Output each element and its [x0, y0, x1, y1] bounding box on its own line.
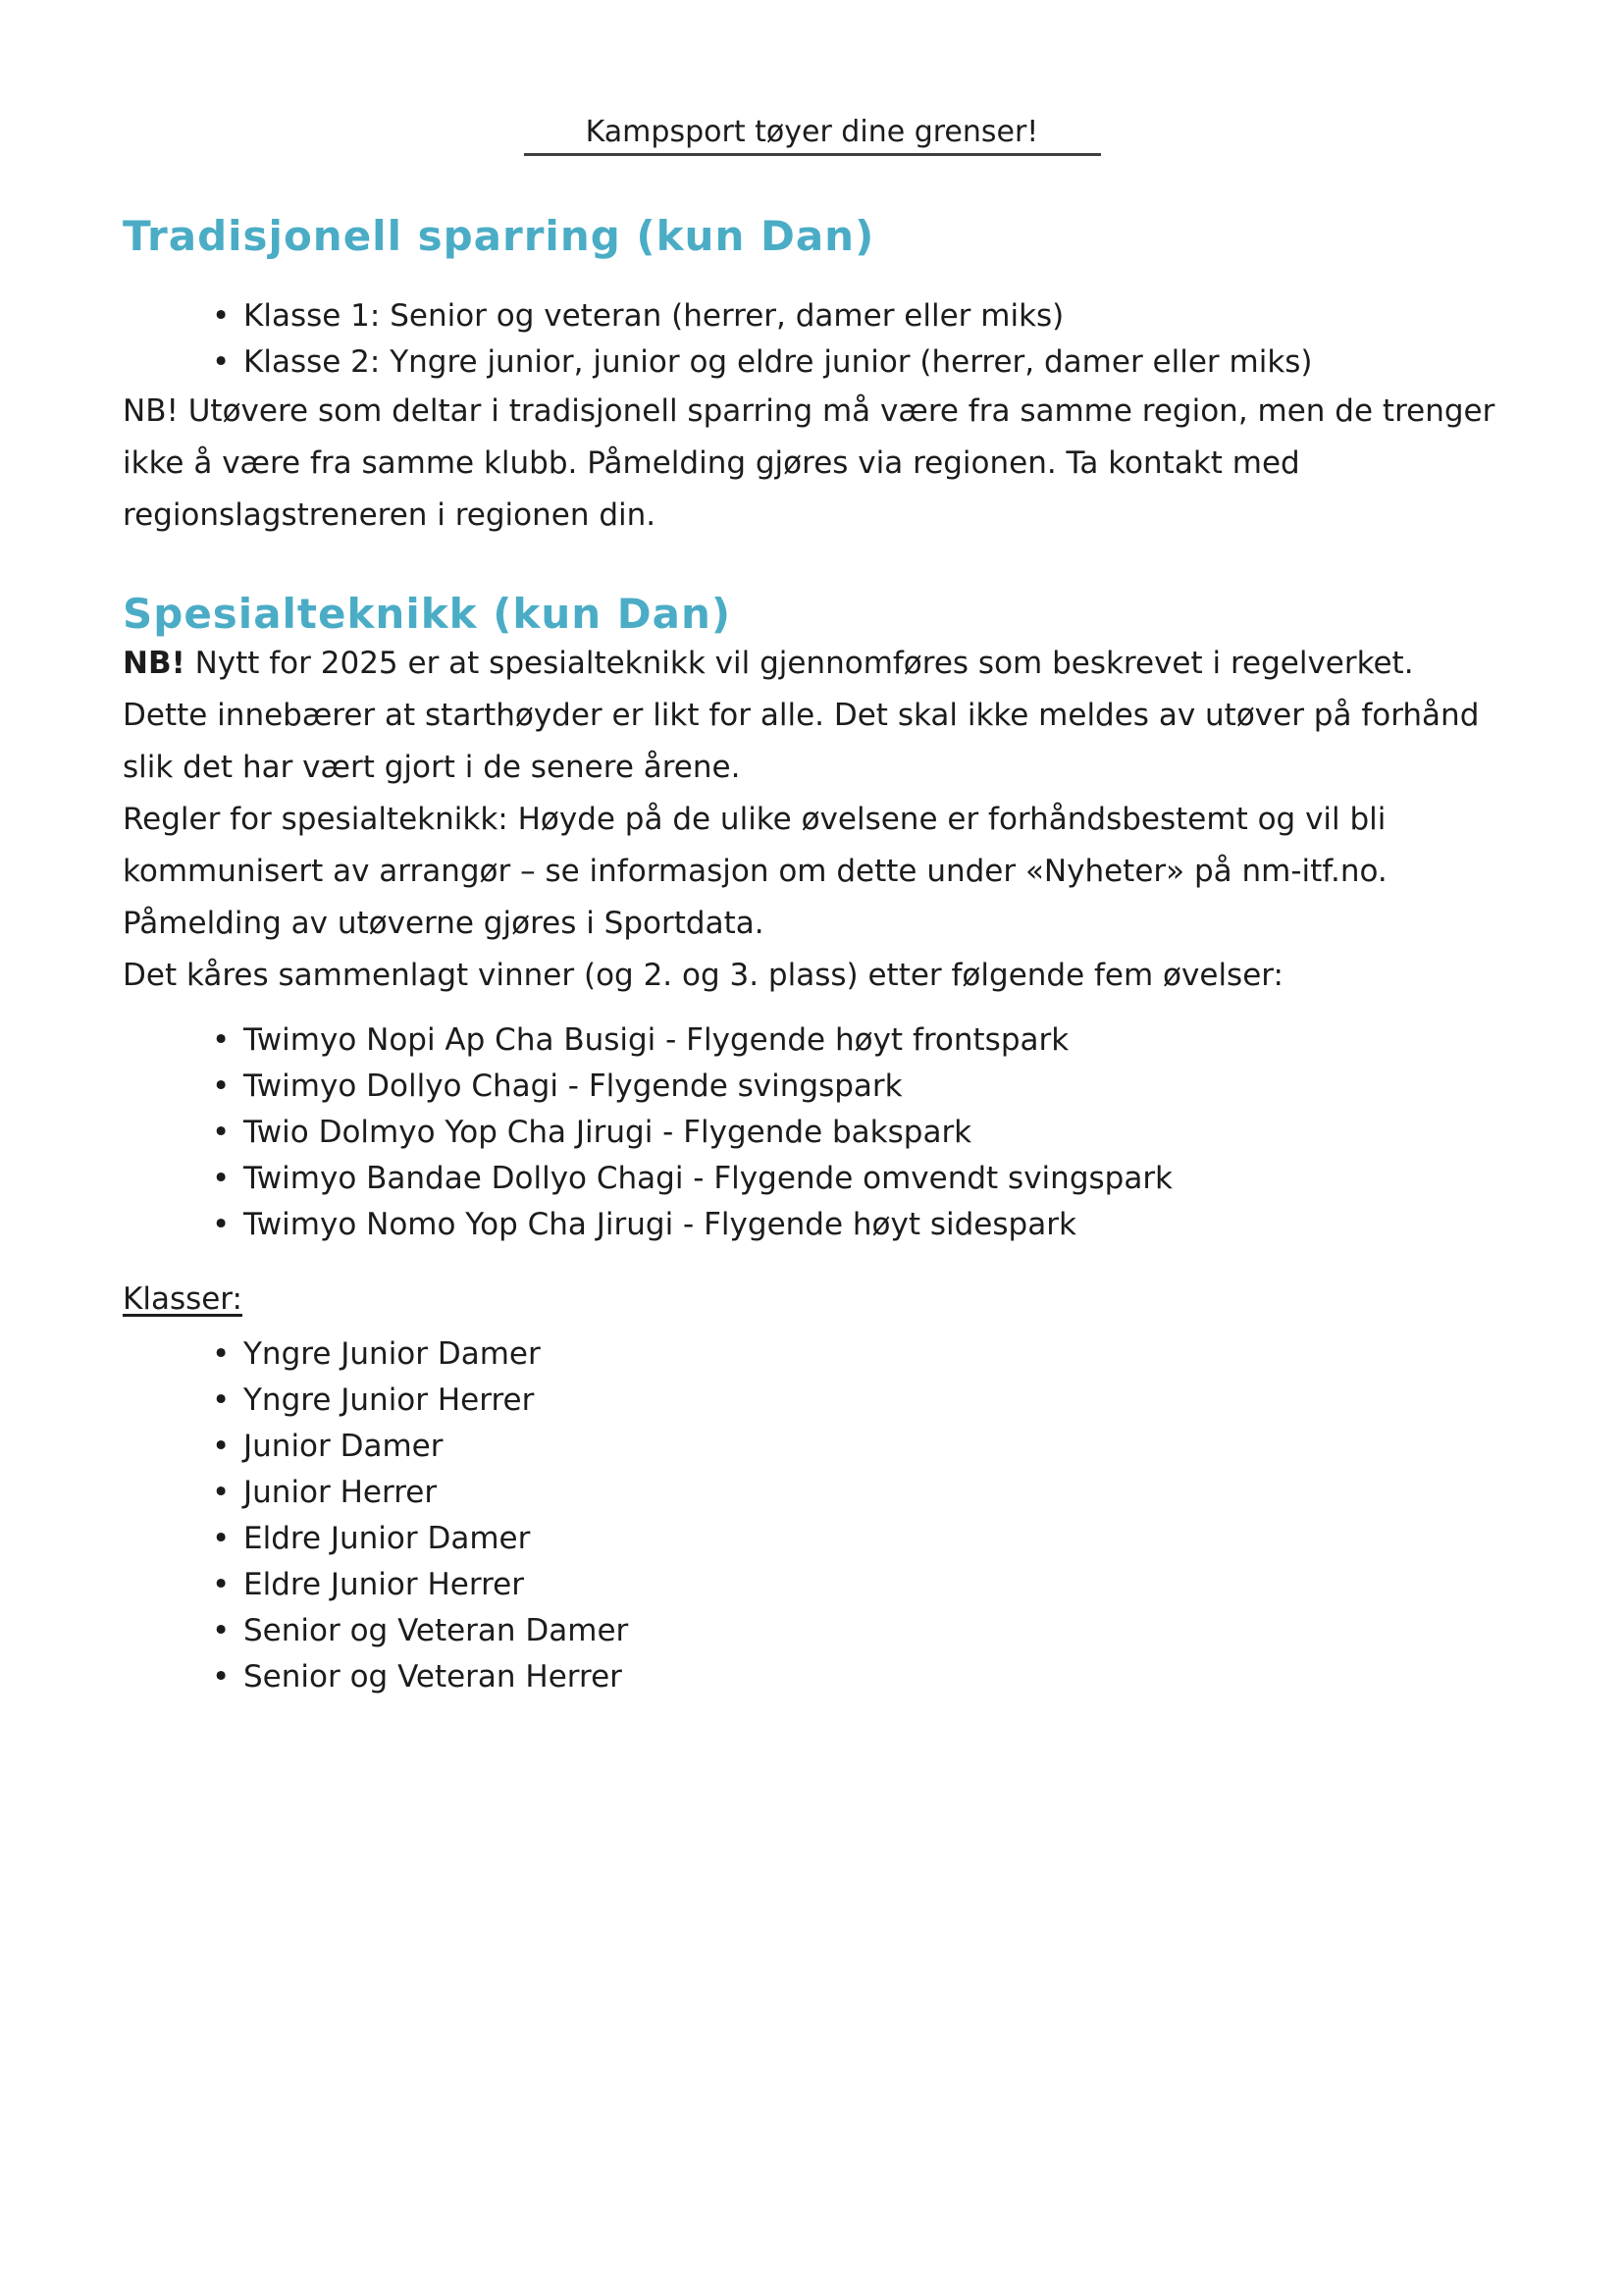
list-item-klasse: • Junior Herrer — [210, 1470, 1501, 1516]
list-item-klasse: • Eldre Junior Damer — [210, 1516, 1501, 1562]
spesialteknikk-nb-paragraph — [123, 638, 1501, 794]
document-header — [123, 0, 1501, 156]
list-item-klasse: • Eldre Junior Herrer — [210, 1562, 1501, 1608]
list-item-klasse-2: • Klasse 2: Yngre junior, junior og eldre junior (herrer, damer eller miks) — [210, 339, 1501, 386]
header-slogan-text: Kampsport tøyer dine grenser! — [585, 115, 1039, 149]
exercise-list — [210, 1017, 1501, 1248]
list-item-exercise: • Twimyo Nopi Ap Cha Busigi - Flygende høyt frontspark — [210, 1017, 1501, 1064]
list-item-klasse: • Senior og Veteran Damer — [210, 1608, 1501, 1654]
list-item-klasse: • Senior og Veteran Herrer — [210, 1654, 1501, 1700]
section-heading-spesialteknikk: Spesialteknikk (kun Dan) — [123, 590, 732, 638]
list-item-exercise: • Twimyo Bandae Dollyo Chagi - Flygende omvendt svingspark — [210, 1156, 1501, 1202]
sparring-note-paragraph: NB! Utøvere som deltar i tradisjonell sparring må være fra samme region, men de trenger ikke å være fra samme klubb. Påmelding gjøres via regionen. Ta kontakt med regionslagstreneren i regionen din. — [123, 393, 1495, 533]
nb-bold-prefix: NB! — [123, 646, 185, 681]
list-item-exercise: • Twio Dolmyo Yop Cha Jirugi - Flygende bakspark — [210, 1110, 1501, 1156]
klasser-list — [210, 1331, 1501, 1700]
list-item-klasse: • Yngre Junior Damer — [210, 1331, 1501, 1378]
list-item-exercise: • Twimyo Dollyo Chagi - Flygende svingspark — [210, 1064, 1501, 1110]
list-item-exercise: • Twimyo Nomo Yop Cha Jirugi - Flygende høyt sidespark — [210, 1202, 1501, 1248]
list-item-klasse-1: • Klasse 1: Senior og veteran (herrer, damer eller miks) — [210, 293, 1501, 339]
exercises-intro-paragraph: Det kåres sammenlagt vinner (og 2. og 3. plass) etter følgende fem øvelser: — [123, 958, 1283, 993]
nb-paragraph-text: Nytt for 2025 er at spesialteknikk vil gjennomføres som beskrevet i regelverket. Dette innebærer at starthøyder er likt for alle. Det skal ikke meldes av utøver på forhånd slik det har vært gjort i de senere årene. — [123, 646, 1480, 785]
klasser-label: Klasser: — [123, 1281, 242, 1317]
list-item-klasse: • Junior Damer — [210, 1424, 1501, 1470]
sparring-class-list — [210, 293, 1501, 386]
section-heading-tradisjonell-sparring: Tradisjonell sparring (kun Dan) — [123, 212, 875, 260]
list-item-klasse: • Yngre Junior Herrer — [210, 1378, 1501, 1424]
spesialteknikk-rules-paragraph: Regler for spesialteknikk: Høyde på de ulike øvelsene er forhåndsbestemt og vil bli kommunisert av arrangør – se informasjon om dette under «Nyheter» på nm-itf.no. Påmelding av utøverne gjøres i Sportdata. — [123, 802, 1388, 941]
header-underline-rule — [524, 153, 1101, 156]
